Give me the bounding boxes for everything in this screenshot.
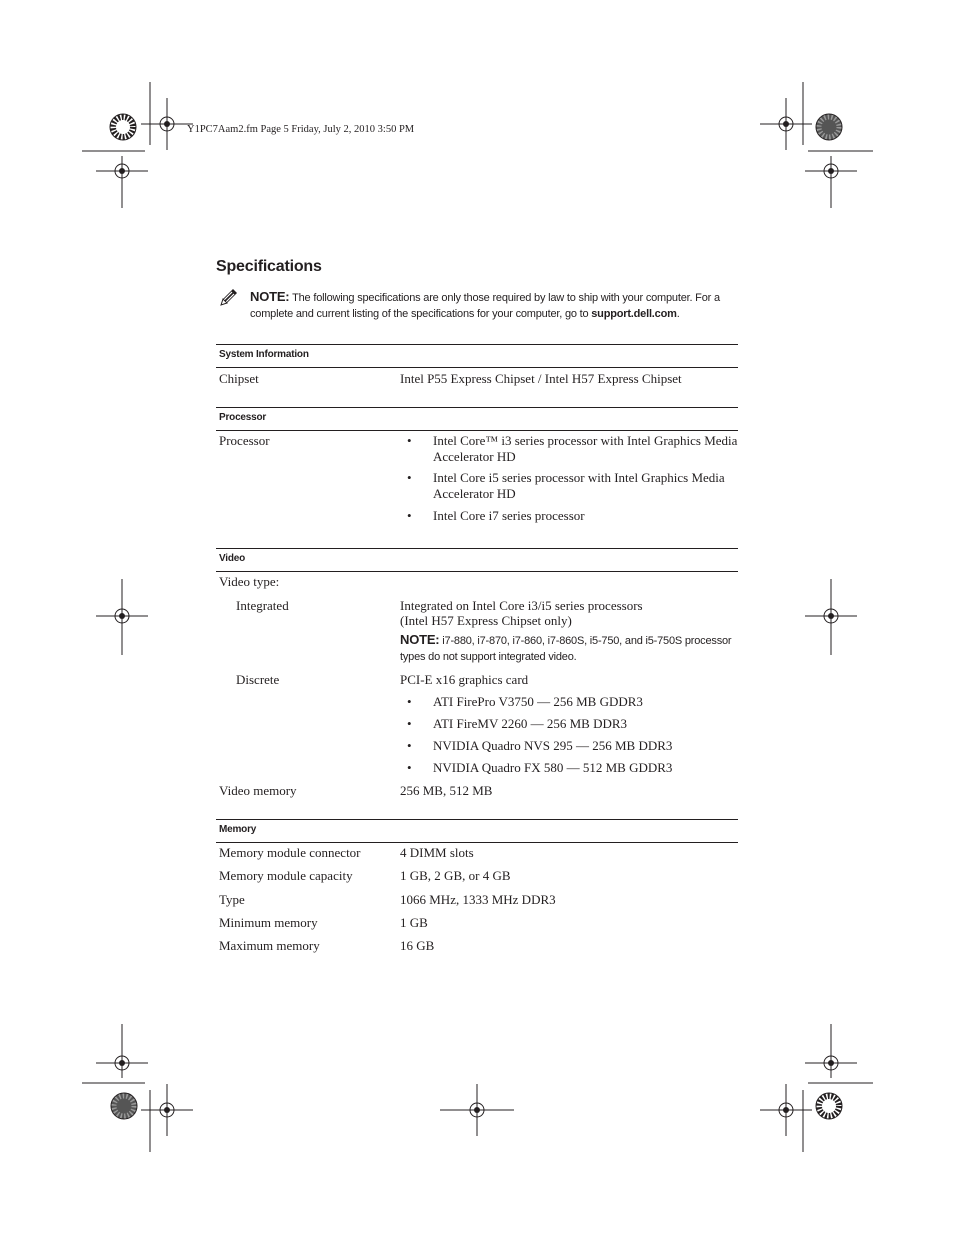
section-header-processor (216, 407, 738, 431)
list-item: NVIDIA Quadro FX 580 — 512 MB GDDR3 (433, 760, 673, 775)
list-item: ATI FirePro V3750 — 256 MB GDDR3 (433, 694, 643, 709)
row-value: PCI-E x16 graphics card (400, 672, 529, 687)
section-header-video (216, 548, 738, 572)
page-title: Specifications (216, 258, 322, 275)
pencil-note-icon (219, 287, 239, 307)
row-label: Processor (219, 433, 270, 448)
list-item: ATI FireMV 2260 — 256 MB DDR3 (433, 716, 628, 731)
bullet: • (407, 738, 412, 753)
bullet: • (407, 433, 412, 448)
note-text: The following specifications are only those required by law to ship with your computer. For a complete and current listing of the specifications for your computer, go to (250, 292, 720, 320)
row-value: 1066 MHz, 1333 MHz DDR3 (400, 892, 556, 907)
support-link[interactable]: support.dell.com (591, 308, 677, 320)
table-row (216, 371, 738, 412)
row-label: Memory module capacity (219, 868, 353, 883)
row-value: 256 MB, 512 MB (400, 783, 493, 798)
row-value: 16 GB (400, 938, 435, 953)
section-title: Memory (219, 824, 257, 835)
row-value: 1 GB, 2 GB, or 4 GB (400, 868, 511, 883)
row-value: (Intel H57 Express Chipset only) (400, 613, 572, 628)
row-label: Type (219, 892, 245, 907)
row-label: Memory module connector (219, 845, 361, 860)
intro-note (250, 289, 750, 322)
section-title: System Information (219, 349, 309, 360)
bullet: • (407, 470, 412, 485)
file-slug: Y1PC7Aam2.fm Page 5 Friday, July 2, 2010 3:50 PM (187, 124, 415, 135)
table-row (216, 433, 738, 551)
section-title: Video (219, 553, 246, 564)
row-value: Integrated on Intel Core i3/i5 series processors (400, 598, 643, 613)
note-label: NOTE: (400, 632, 440, 647)
note-text: i7-880, i7-870, i7-860, i7-860S, i5-750, and i5-750S processor types do not support integrated video. (400, 635, 732, 663)
row-label: Discrete (236, 672, 280, 687)
row-label: Minimum memory (219, 915, 318, 930)
bullet: • (407, 716, 412, 731)
list-item: Intel Core i5 series processor with Intel Graphics Media Accelerator HD (433, 470, 725, 501)
list-item: Intel Core™ i3 series processor with Intel Graphics Media Accelerator HD (433, 433, 738, 464)
row-value: Intel P55 Express Chipset / Intel H57 Express Chipset (400, 371, 682, 386)
processor-table (216, 407, 738, 549)
section-title: Processor (219, 412, 267, 423)
row-label: Chipset (219, 371, 259, 386)
row-label: Integrated (236, 598, 289, 613)
video-table (216, 548, 738, 812)
bullet: • (407, 508, 412, 523)
list-item: Intel Core i7 series processor (433, 508, 585, 523)
row-label: Video type: (219, 574, 280, 589)
bullet: • (407, 760, 412, 775)
note-end: . (676, 308, 680, 320)
section-header-system (216, 344, 738, 368)
memory-rows (216, 845, 738, 965)
list-item: NVIDIA Quadro NVS 295 — 256 MB DDR3 (433, 738, 673, 753)
section-header-memory (216, 819, 738, 843)
video-rows (216, 574, 738, 814)
row-value: 1 GB (400, 915, 428, 930)
video-note (400, 632, 740, 665)
row-label: Video memory (219, 783, 297, 798)
system-info-table (216, 344, 738, 409)
bullet: • (407, 694, 412, 709)
row-label: Maximum memory (219, 938, 320, 953)
note-label: NOTE: (250, 289, 290, 304)
memory-table (216, 819, 738, 963)
row-value: 4 DIMM slots (400, 845, 474, 860)
